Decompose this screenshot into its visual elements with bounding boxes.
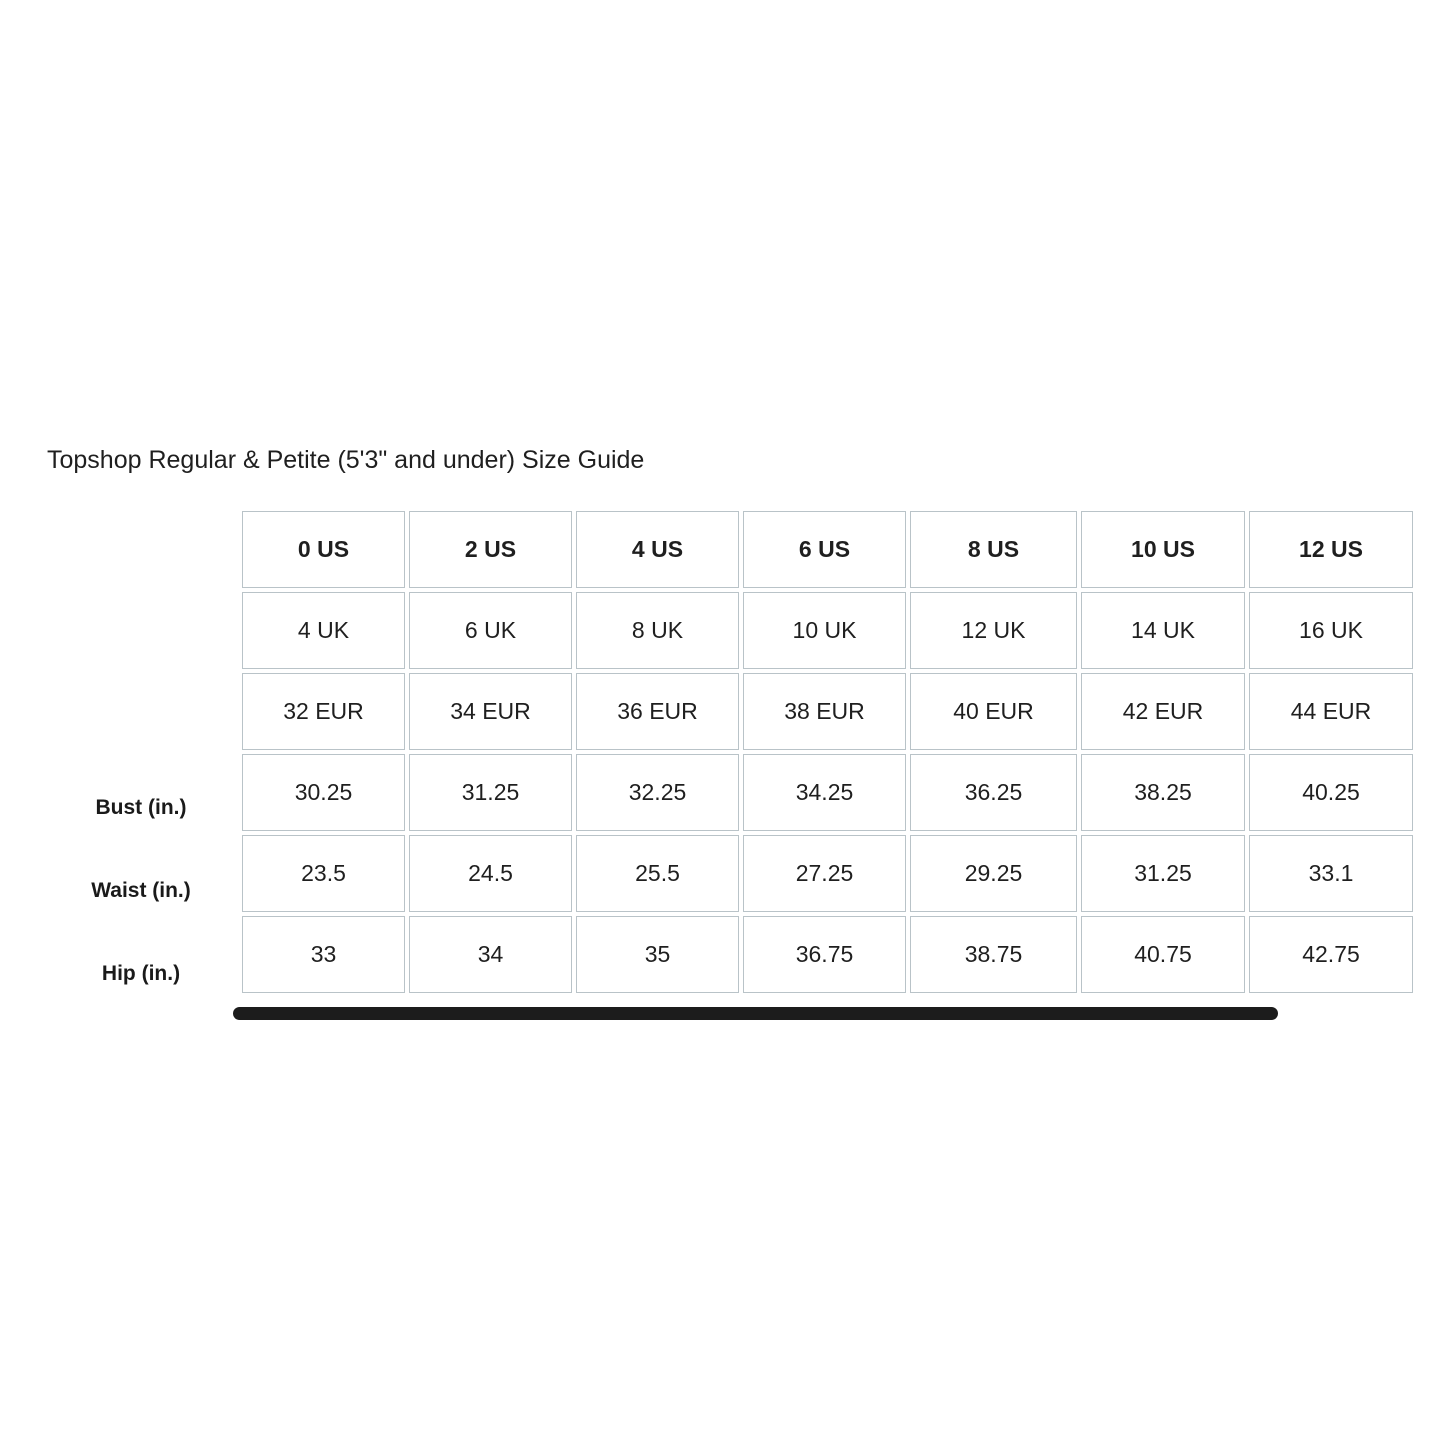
bust-value-cell: 30.25 (242, 754, 405, 831)
hip-value-cell: 35 (576, 916, 739, 993)
us-size-cell: 8 US (910, 511, 1077, 588)
table-row-eur (242, 673, 1413, 750)
uk-size-cell: 12 UK (910, 592, 1077, 669)
uk-size-cell: 10 UK (743, 592, 906, 669)
waist-value-cell: 25.5 (576, 835, 739, 912)
horizontal-scrollbar-thumb[interactable] (233, 1007, 1278, 1020)
us-size-cell: 2 US (409, 511, 572, 588)
table-row-bust (242, 754, 1413, 831)
row-label-bust: Bust (in.) (95, 796, 187, 819)
hip-value-cell: 38.75 (910, 916, 1077, 993)
us-size-cell: 12 US (1249, 511, 1413, 588)
eur-size-cell: 38 EUR (743, 673, 906, 750)
row-label-waist: Waist (in.) (91, 879, 191, 902)
row-label-hip: Hip (in.) (101, 962, 181, 985)
us-size-cell: 0 US (242, 511, 405, 588)
waist-value-cell: 24.5 (409, 835, 572, 912)
hip-value-cell: 40.75 (1081, 916, 1245, 993)
hip-value-cell: 42.75 (1249, 916, 1413, 993)
bust-value-cell: 36.25 (910, 754, 1077, 831)
us-size-cell: 6 US (743, 511, 906, 588)
bust-value-cell: 38.25 (1081, 754, 1245, 831)
table-row-waist (242, 835, 1413, 912)
eur-size-cell: 32 EUR (242, 673, 405, 750)
hip-value-cell: 34 (409, 916, 572, 993)
eur-size-cell: 34 EUR (409, 673, 572, 750)
size-table (238, 507, 1417, 997)
hip-value-cell: 33 (242, 916, 405, 993)
eur-size-cell: 44 EUR (1249, 673, 1413, 750)
uk-size-cell: 8 UK (576, 592, 739, 669)
us-size-cell: 10 US (1081, 511, 1245, 588)
hip-value-cell: 36.75 (743, 916, 906, 993)
us-size-cell: 4 US (576, 511, 739, 588)
bust-value-cell: 31.25 (409, 754, 572, 831)
waist-value-cell: 23.5 (242, 835, 405, 912)
uk-size-cell: 14 UK (1081, 592, 1245, 669)
waist-value-cell: 33.1 (1249, 835, 1413, 912)
uk-size-cell: 4 UK (242, 592, 405, 669)
waist-value-cell: 27.25 (743, 835, 906, 912)
bust-value-cell: 32.25 (576, 754, 739, 831)
table-row-us (242, 511, 1413, 588)
table-row-hip (242, 916, 1413, 993)
eur-size-cell: 42 EUR (1081, 673, 1245, 750)
uk-size-cell: 16 UK (1249, 592, 1413, 669)
table-row-uk (242, 592, 1413, 669)
bust-value-cell: 40.25 (1249, 754, 1413, 831)
eur-size-cell: 36 EUR (576, 673, 739, 750)
uk-size-cell: 6 UK (409, 592, 572, 669)
size-guide-title: Topshop Regular & Petite (5'3" and under) Size Guide (47, 446, 645, 474)
waist-value-cell: 29.25 (910, 835, 1077, 912)
eur-size-cell: 40 EUR (910, 673, 1077, 750)
bust-value-cell: 34.25 (743, 754, 906, 831)
waist-value-cell: 31.25 (1081, 835, 1245, 912)
